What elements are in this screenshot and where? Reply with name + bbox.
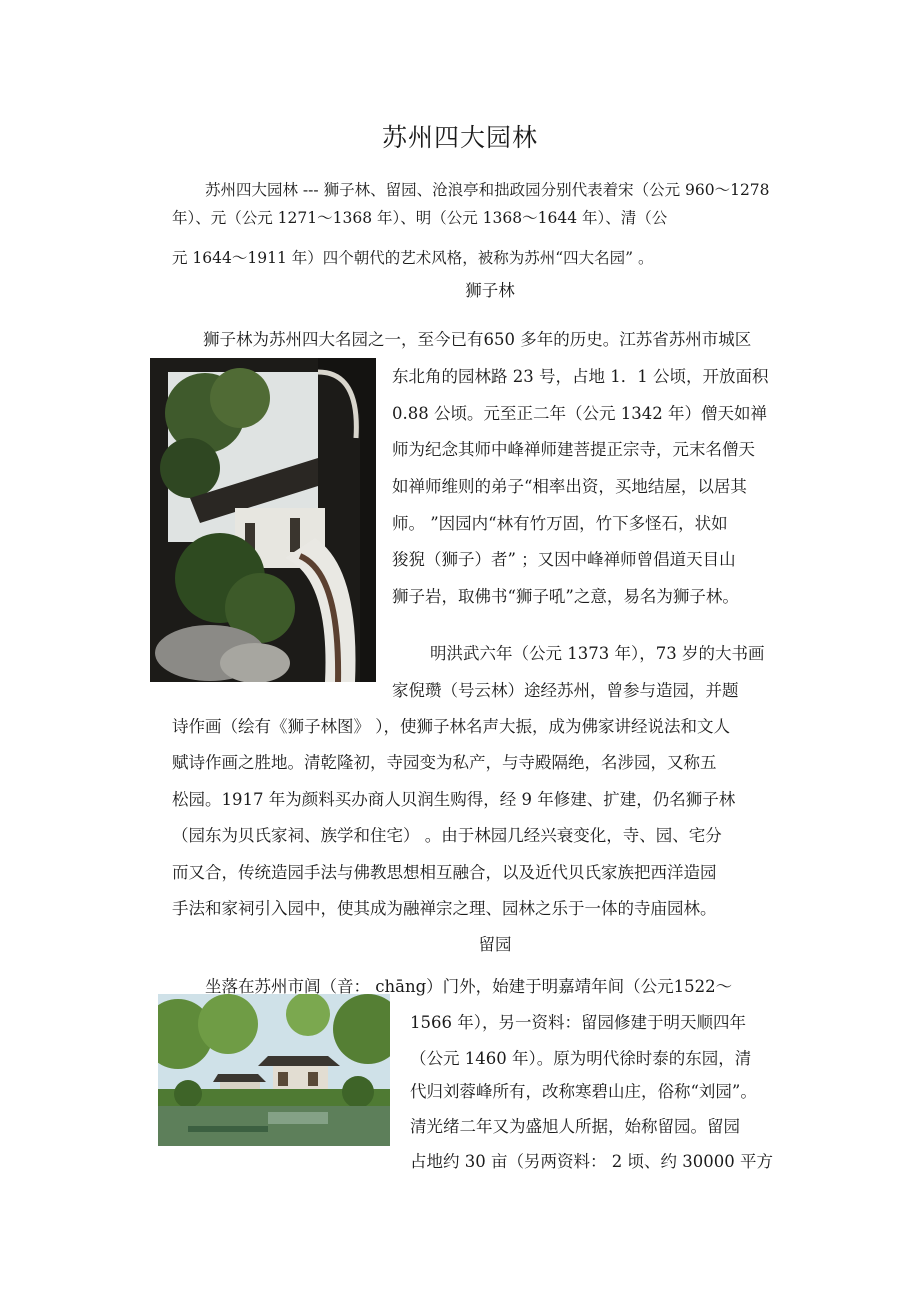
shizilin-line-16: 手法和家祠引入园中，使其成为融禅宗之理、园林之乐于一体的寺庙园林。 bbox=[172, 899, 717, 918]
page-title: 苏州四大园林 bbox=[381, 123, 538, 152]
liuyuan-line-1: 坐落在苏州市阊（音： chāng）门外，始建于明嘉靖年间（公元1522～ bbox=[205, 977, 733, 996]
section-heading-shizilin: 狮子林 bbox=[465, 281, 515, 300]
shizilin-line-11: 诗作画（绘有《狮子林图》 ），使狮子林名声大振，成为佛家讲经说法和文人 bbox=[172, 717, 730, 736]
shizilin-line-10: 家倪瓒（号云林）途经苏州，曾参与造园，并题 bbox=[392, 681, 739, 700]
intro-line-1: 苏州四大园林 --- 狮子林、留园、沧浪亭和拙政园分别代表着宋（公元 960～1278 bbox=[205, 181, 770, 199]
liuyuan-line-3: （公元 1460 年）。原为明代徐时泰的东园，清 bbox=[410, 1049, 752, 1068]
shizilin-line-14: （园东为贝氏家祠、族学和住宅） 。由于林园几经兴衰变化，寺、园、宅分 bbox=[172, 826, 722, 845]
shizilin-line-13: 松园。1917 年为颜料买办商人贝润生购得，经 9 年修建、扩建，仍名狮子林 bbox=[172, 790, 736, 809]
liuyuan-photo bbox=[158, 994, 390, 1146]
intro-line-3: 元 1644～1911 年）四个朝代的艺术风格，被称为苏州“四大名园” 。 bbox=[172, 249, 654, 267]
shizilin-line-6: 师。 ”因园内“林有竹万固，竹下多怪石，状如 bbox=[392, 514, 728, 533]
liuyuan-line-4: 代归刘蓉峰所有，改称寒碧山庄，俗称“刘园”。 bbox=[410, 1082, 757, 1101]
shizilin-line-4: 师为纪念其师中峰禅师建菩提正宗寺，元末名僧天 bbox=[392, 440, 755, 459]
liuyuan-line-5: 清光绪二年又为盛旭人所据，始称留园。留园 bbox=[410, 1117, 740, 1136]
shizilin-line-12: 赋诗作画之胜地。清乾隆初，寺园变为私产，与寺殿隔绝，名涉园，又称五 bbox=[172, 753, 717, 772]
shizilin-line-5: 如禅师维则的弟子“相率出资，买地结屋，以居其 bbox=[392, 477, 747, 496]
shizilin-line-3: 0.88 公顷。元至正二年（公元 1342 年）僧天如禅 bbox=[392, 404, 767, 423]
shizilin-photo bbox=[150, 358, 376, 682]
intro-line-2: 年）、元（公元 1271～1368 年）、明（公元 1368～1644 年）、清（公 bbox=[172, 209, 668, 227]
shizilin-line-1: 狮子林为苏州四大名园之一，至今已有650 多年的历史。江苏省苏州市城区 bbox=[203, 330, 752, 349]
shizilin-line-8: 狮子岩，取佛书“狮子吼”之意，易名为狮子林。 bbox=[392, 587, 739, 606]
shizilin-line-2: 东北角的园林路 23 号，占地 1．1 公顷，开放面积 bbox=[392, 367, 769, 386]
liuyuan-line-2: 1566 年），另一资料：留园修建于明天顺四年 bbox=[410, 1013, 746, 1032]
section-heading-liuyuan: 留园 bbox=[478, 935, 512, 954]
shizilin-line-7: 狻猊（狮子）者” ；又因中峰禅师曾倡道天目山 bbox=[392, 550, 736, 569]
shizilin-line-9: 明洪武六年（公元 1373 年），73 岁的大书画 bbox=[430, 644, 765, 663]
shizilin-line-15: 而又合，传统造园手法与佛教思想相互融合，以及近代贝氏家族把西洋造园 bbox=[172, 863, 717, 882]
liuyuan-line-6: 占地约 30 亩（另两资料： 2 顷、约 30000 平方 bbox=[410, 1152, 773, 1171]
